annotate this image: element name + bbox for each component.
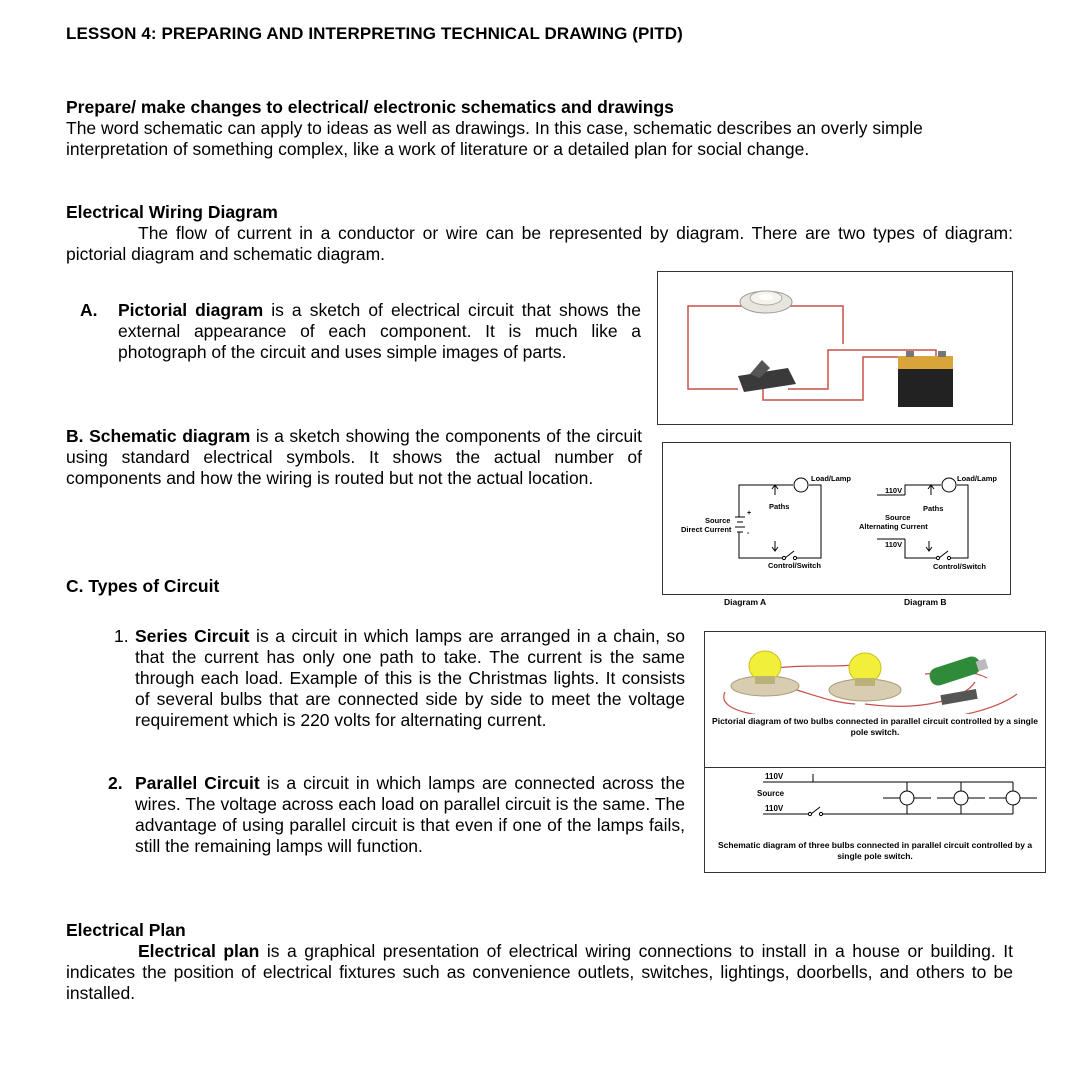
diagram-b-switch-label: Control/Switch: [933, 562, 986, 571]
parallel-source-label: Source: [757, 789, 785, 798]
diagram-a-current-label: Direct Current: [681, 525, 732, 534]
item-a-term: Pictorial diagram: [118, 300, 264, 320]
wiring-diagram-body: The flow of current in a conductor or wire can be represented by diagram. There are two types of diagram: pictorial diagram and schematic diagram.: [66, 223, 1013, 264]
diagram-b-110v-bottom: 110V: [885, 540, 903, 549]
diagram-a-circuit: [735, 478, 821, 560]
item-a-text: [118, 300, 641, 363]
series-body: is a circuit in which lamps are arranged in a chain, so that the current has only one path to take. The current is the same through each load. Example of this is the Christmas lights. It consists of several bulbs that are connected side by side to meet the voltage requirement which is 220 volts for alternating current.: [135, 626, 685, 730]
electrical-plan-term: Electrical plan: [138, 941, 260, 961]
section-title-schematics: Prepare/ make changes to electrical/ electronic schematics and drawings: [66, 97, 674, 117]
item-b-term: B. Schematic diagram: [66, 426, 251, 446]
battery-icon: [927, 654, 988, 687]
bulb-left-icon: [731, 651, 799, 696]
series-number: 1.: [114, 626, 129, 646]
pictorial-circuit-figure: [657, 271, 1013, 425]
diagram-a-switch-label: Control/Switch: [768, 561, 821, 570]
item-b-text: [66, 426, 642, 489]
parallel-pictorial-caption: Pictorial diagram of two bulbs connected in parallel circuit controlled by a single pole switch.: [712, 716, 1038, 737]
series-term: Series Circuit: [135, 626, 250, 646]
item-a-marker: A.: [80, 300, 98, 320]
parallel-pictorial-drawing: [705, 632, 1045, 714]
diagram-b-source-label: Source: [885, 513, 911, 522]
diagram-b-load-label: Load/Lamp: [957, 474, 998, 483]
diagram-b-current-label: Alternating Current: [859, 522, 928, 531]
page-title: LESSON 4: PREPARING AND INTERPRETING TECHNICAL DRAWING (PITD): [66, 24, 683, 43]
section-body-schematics: The word schematic can apply to ideas as well as drawings. In this case, schematic describes an overly simple interpretation of something complex, like a work of literature or a detailed plan for social change.: [66, 118, 923, 159]
parallel-text: [135, 773, 685, 857]
diagram-a-load-label: Load/Lamp: [811, 474, 852, 483]
parallel-schematic-circuit: [763, 774, 1037, 816]
parallel-110v-bottom: 110V: [765, 804, 784, 813]
parallel-number: 2.: [108, 773, 123, 793]
electrical-plan-text: is a graphical presentation of electrical wiring connections to install in a house or building. It indicates the position of electrical fixtures such as convenience outlets, switches, lightings, doorbells, and others to be installed.: [66, 941, 1013, 1003]
diagram-a-caption: Diagram A: [724, 597, 767, 607]
diagram-a-source-label: Source: [705, 516, 731, 525]
parallel-body: is a circuit in which lamps are connected across the wires. The voltage across each load on parallel circuit is the same. The advantage of using parallel circuit is that even if one of the lamps fails, still the remaining lamps will function.: [135, 773, 685, 856]
item-c-title: C. Types of Circuit: [66, 576, 220, 596]
bulb-icon: [740, 291, 792, 313]
diagram-b-110v-top: 110V: [885, 486, 903, 495]
parallel-schematic-drawing: [705, 768, 1045, 838]
battery-icon: [898, 351, 953, 407]
parallel-110v-top: 110V: [765, 772, 784, 781]
diagram-b-caption: Diagram B: [904, 597, 947, 607]
switch-icon: [940, 689, 977, 705]
diagram-b-paths-label: Paths: [923, 504, 944, 513]
schematic-drawing: [663, 443, 1010, 594]
diagram-a-minus: -: [747, 530, 750, 537]
wiring-diagram-title: Electrical Wiring Diagram: [66, 202, 278, 222]
schematic-diagrams-figure: [662, 442, 1011, 595]
pictorial-circuit-drawing: [658, 272, 1012, 424]
electrical-plan-body: [66, 941, 1013, 1004]
bulb-right-icon: [829, 653, 901, 701]
electrical-plan-title: Electrical Plan: [66, 920, 186, 940]
diagram-a-plus: +: [747, 510, 752, 517]
diagram-a-paths-label: Paths: [769, 502, 790, 511]
item-b-body: is a sketch showing the components of the circuit using standard electrical symbols. It shows the actual number of components and how the wiring is routed but not the actual location.: [66, 426, 642, 488]
series-text: [135, 626, 685, 731]
parallel-circuit-figure: [704, 631, 1046, 873]
item-a-body: is a sketch of electrical circuit that shows the external appearance of each component. It is much like a photograph of the circuit and uses simple images of parts.: [118, 300, 642, 362]
parallel-schematic-caption: Schematic diagram of three bulbs connected in parallel circuit controlled by a single pole switch.: [717, 840, 1033, 861]
switch-icon: [738, 360, 796, 392]
parallel-term: Parallel Circuit: [135, 773, 260, 793]
